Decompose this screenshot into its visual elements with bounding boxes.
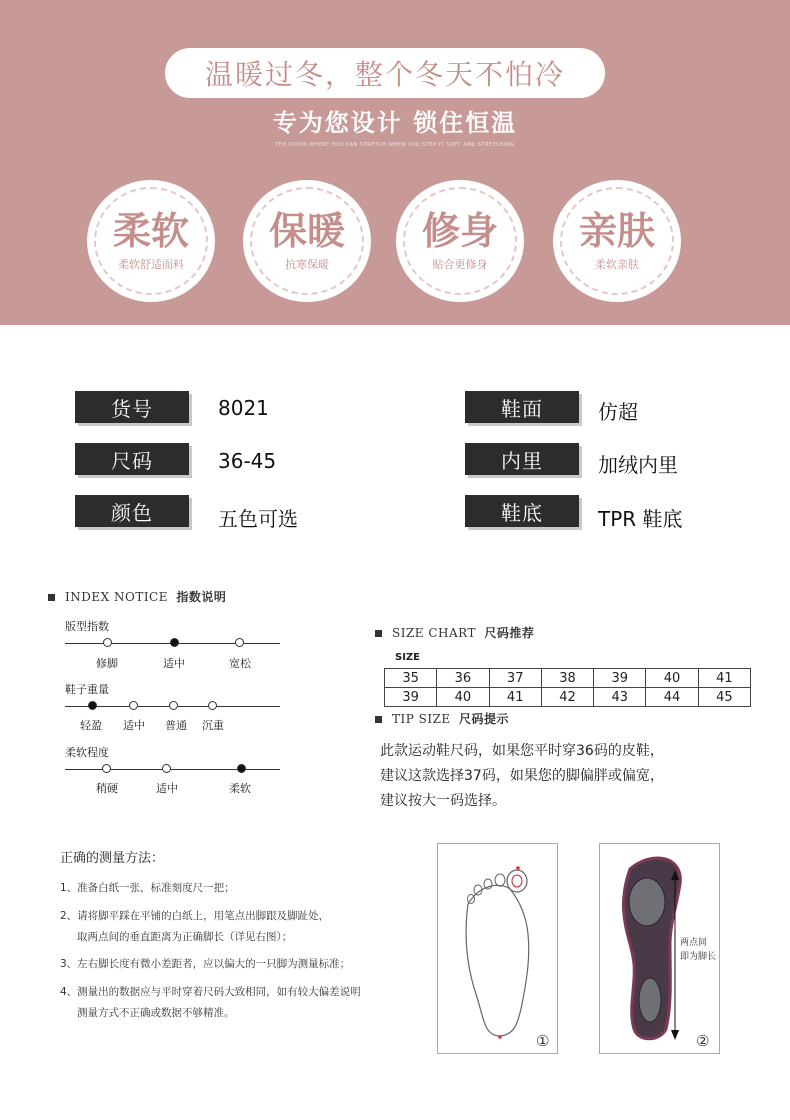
table-cell: 41 — [698, 669, 750, 688]
headline-pill — [165, 48, 605, 98]
feature-badge-warm — [243, 180, 371, 302]
feature-badge-soft — [87, 180, 215, 302]
measure-line: 取两点间的垂直距离为正确脚长（详见右图）； — [77, 931, 293, 943]
headline: 温暖过冬，整个冬天不怕冷 — [204, 58, 565, 91]
spec-label-lining: 内里 — [465, 443, 579, 475]
scale-dot — [169, 701, 178, 710]
table-cell: 40 — [646, 669, 698, 688]
size-table — [384, 668, 751, 707]
measure-line: 测量方式不正确或数据不够精准。 — [77, 1007, 235, 1019]
measure-line: 3、左右脚长度有微小差距者，应以偏大的一只脚为测量标准； — [60, 958, 351, 970]
table-cell: 38 — [541, 669, 593, 688]
scale-label-softness: 柔软程度 — [65, 746, 109, 759]
square-bullet-icon — [48, 594, 55, 601]
tiny-caption: THE ROOM WHERE YOU CAN STRETCH WHEN YOU STEP IT SOFT AND STRETCHING — [275, 142, 515, 148]
foot-outline-icon — [438, 844, 559, 1055]
table-cell: 43 — [594, 688, 646, 707]
scale-option: 适中 — [163, 657, 185, 670]
spec-value-item-no: 8021 — [218, 396, 269, 420]
scale-dot-selected — [170, 638, 179, 647]
scale-dot — [103, 638, 112, 647]
scale-dot — [235, 638, 244, 647]
table-row — [385, 688, 751, 707]
feature-subtitle: 抗寒保暖 — [285, 258, 329, 271]
scale-option: 适中 — [156, 782, 178, 795]
spec-value-size: 36-45 — [218, 449, 277, 473]
scale-dot-selected — [88, 701, 97, 710]
tip-line: 建议按大一码选择。 — [380, 793, 506, 809]
measure-line: 4、测量出的数据应与平时穿着尺码大致相同，如有较大偏差说明 — [60, 986, 361, 998]
size-chart-title: SIZE CHART 尺码推荐 — [375, 624, 534, 641]
spec-label-sole: 鞋底 — [465, 495, 579, 527]
table-row — [385, 669, 751, 688]
feature-title: 亲肤 — [578, 209, 655, 253]
length-note-line: 两点间 — [680, 938, 708, 948]
feature-subtitle: 柔软舒适面料 — [118, 258, 184, 271]
scale-dot-selected — [237, 764, 246, 773]
scale-option: 沉重 — [202, 719, 224, 732]
scale-dot — [208, 701, 217, 710]
tip-line: 建议这款选择37码，如果您的脚偏胖或偏宽， — [380, 768, 664, 784]
scale-option: 适中 — [123, 719, 145, 732]
table-cell: 35 — [385, 669, 437, 688]
table-cell: 36 — [437, 669, 489, 688]
table-cell: 40 — [437, 688, 489, 707]
spec-value-upper: 仿超 — [598, 400, 638, 424]
measure-title: 正确的测量方法： — [60, 851, 165, 866]
feature-title: 保暖 — [268, 209, 345, 253]
shoe-sole-figure — [599, 843, 720, 1054]
table-cell: 39 — [385, 688, 437, 707]
table-cell: 45 — [698, 688, 750, 707]
table-cell: 39 — [594, 669, 646, 688]
feature-badge-skin — [553, 180, 681, 302]
figure-number: ① — [536, 1032, 550, 1050]
feature-subtitle: 柔软亲肤 — [595, 258, 639, 271]
foot-outline-figure — [437, 843, 558, 1054]
scale-option: 普通 — [165, 719, 187, 732]
spec-label-item-no: 货号 — [75, 391, 189, 423]
spec-label-size: 尺码 — [75, 443, 189, 475]
scale-label-weight: 鞋子重量 — [65, 683, 109, 696]
scale-dot — [102, 764, 111, 773]
subheadline: 专为您设计 锁住恒温 — [272, 109, 518, 137]
feature-title: 修身 — [421, 209, 498, 253]
scale-label-fit: 版型指数 — [65, 620, 109, 633]
table-cell: 41 — [489, 688, 541, 707]
scale-option: 修脚 — [96, 657, 118, 670]
spec-value-sole: TPR 鞋底 — [598, 507, 683, 531]
scale-line — [65, 769, 280, 770]
tip-size-title: TIP SIZE 尺码提示 — [375, 710, 509, 727]
scale-option: 轻盈 — [80, 719, 102, 732]
scale-option: 宽松 — [229, 657, 251, 670]
table-cell: 44 — [646, 688, 698, 707]
spec-label-color: 颜色 — [75, 495, 189, 527]
scale-option: 柔软 — [229, 782, 251, 795]
figure-number: ② — [696, 1032, 710, 1050]
spec-value-lining: 加绒内里 — [598, 453, 678, 477]
measure-line: 1、准备白纸一张，标准刻度尺一把； — [60, 882, 235, 894]
table-cell: 37 — [489, 669, 541, 688]
scale-option: 稍硬 — [96, 782, 118, 795]
hero-banner — [0, 0, 790, 325]
scale-dot — [162, 764, 171, 773]
size-word: SIZE — [395, 652, 421, 663]
feature-title: 柔软 — [112, 209, 189, 253]
square-bullet-icon — [375, 716, 382, 723]
measure-line: 2、请将脚平踩在平铺的白纸上，用笔点出脚跟及脚趾处， — [60, 910, 330, 922]
feature-badge-slim — [396, 180, 524, 302]
tip-line: 此款运动鞋尺码，如果您平时穿36码的皮鞋， — [380, 743, 664, 759]
square-bullet-icon — [375, 630, 382, 637]
index-notice-title: INDEX NOTICE 指数说明 — [48, 588, 226, 605]
table-cell: 42 — [541, 688, 593, 707]
spec-label-upper: 鞋面 — [465, 391, 579, 423]
length-note — [680, 936, 716, 964]
feature-subtitle: 贴合更修身 — [432, 258, 488, 271]
spec-value-color: 五色可选 — [218, 507, 298, 531]
scale-dot — [129, 701, 138, 710]
length-note-line: 即为脚长 — [680, 952, 717, 962]
